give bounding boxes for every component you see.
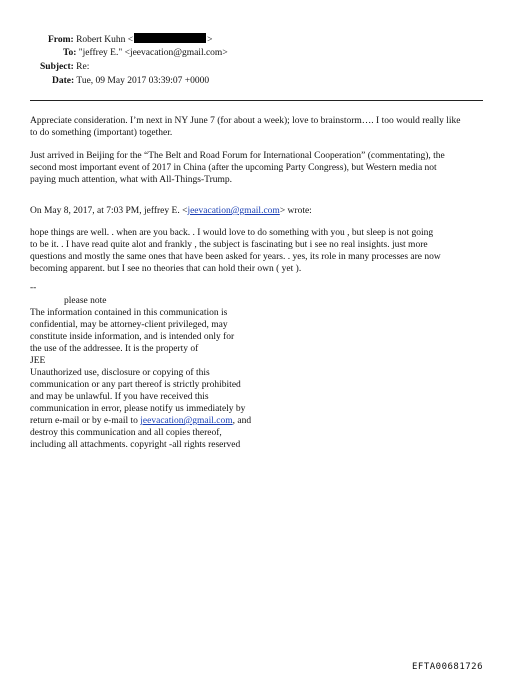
attribution-text-end: > wrote: — [279, 206, 312, 216]
date-label: Date: — [52, 76, 75, 86]
subject-row — [40, 61, 89, 73]
reply-paragraph-1 — [30, 115, 486, 139]
text-line: hope things are well. . when are you back. . I would love to do something with you , but sleep is not going — [30, 228, 434, 238]
to-row — [63, 47, 228, 59]
text-line: becoming apparent. but I see no theories that can hold their own ( yet ). — [30, 264, 302, 274]
text-line: constitute inside information, and is intended only for — [30, 332, 235, 342]
text-line: communication or any part thereof is strictly prohibited — [30, 380, 241, 390]
to-label: To: — [63, 48, 77, 58]
text-line: the use of the addressee. It is the property of — [30, 344, 199, 354]
text-line: Unauthorized use, disclosure or copying of this — [30, 368, 210, 378]
from-label: From: — [48, 35, 74, 45]
from-value-close: > — [207, 35, 213, 45]
reply-paragraph-2 — [30, 150, 486, 186]
text-line: to be it. . I have read quite alot and frankly , the subject is fascinating but i see no real insights. just more — [30, 240, 428, 250]
note-title: please note — [64, 296, 107, 306]
from-value: Robert Kuhn < — [76, 35, 134, 45]
text-line: second most important event of 2017 in China (after the upcoming Party Congress), but Western media not — [30, 163, 437, 173]
signature-separator: -- — [30, 283, 37, 293]
email-link[interactable]: jeevacation@gmail.com — [140, 416, 233, 426]
from-row — [48, 33, 213, 46]
text-line: including all attachments. copyright -all rights reserved — [30, 440, 241, 450]
to-value: "jeffrey E." <jeevacation@gmail.com> — [78, 48, 228, 58]
date-row — [52, 75, 209, 87]
subject-label: Subject: — [40, 62, 74, 72]
text-line: questions and mostly the same ones that have been asked for years. . yes, its role in many processes are now — [30, 252, 441, 262]
text-line: to do something (important) together. — [30, 128, 173, 138]
text-line: communication in error, please notify us immediately by — [30, 404, 246, 414]
text-line: The information contained in this communication is — [30, 308, 228, 318]
redaction-box — [134, 33, 206, 43]
subject-value: Re: — [76, 62, 90, 72]
text-line: Just arrived in Beijing for the “The Belt and Road Forum for International Cooperation” (commentating), the — [30, 151, 445, 161]
text-line: destroy this communication and all copies thereof, — [30, 428, 222, 438]
header-divider — [30, 100, 483, 101]
text-line — [30, 415, 330, 427]
text-line: paying much attention, what with All-Things-Trump. — [30, 175, 233, 185]
document-id: EFTA00681726 — [412, 662, 484, 672]
quote-attribution — [30, 205, 486, 217]
date-value: Tue, 09 May 2017 03:39:07 +0000 — [76, 76, 210, 86]
text-line: JEE — [30, 356, 46, 366]
notice-text-end: , and — [232, 416, 252, 426]
confidentiality-notice — [30, 307, 330, 451]
text-line: Appreciate consideration. I’m next in NY June 7 (for about a week); love to brainstorm…. I too would really like — [30, 116, 461, 126]
notice-text: return e-mail or by e-mail to — [30, 416, 141, 426]
email-link[interactable]: jeevacation@gmail.com — [187, 206, 280, 216]
text-line: and may be unlawful. If you have received this — [30, 392, 209, 402]
quoted-message — [30, 227, 486, 275]
attribution-text: On May 8, 2017, at 7:03 PM, jeffrey E. < — [30, 206, 188, 216]
text-line: confidential, may be attorney-client privileged, may — [30, 320, 228, 330]
